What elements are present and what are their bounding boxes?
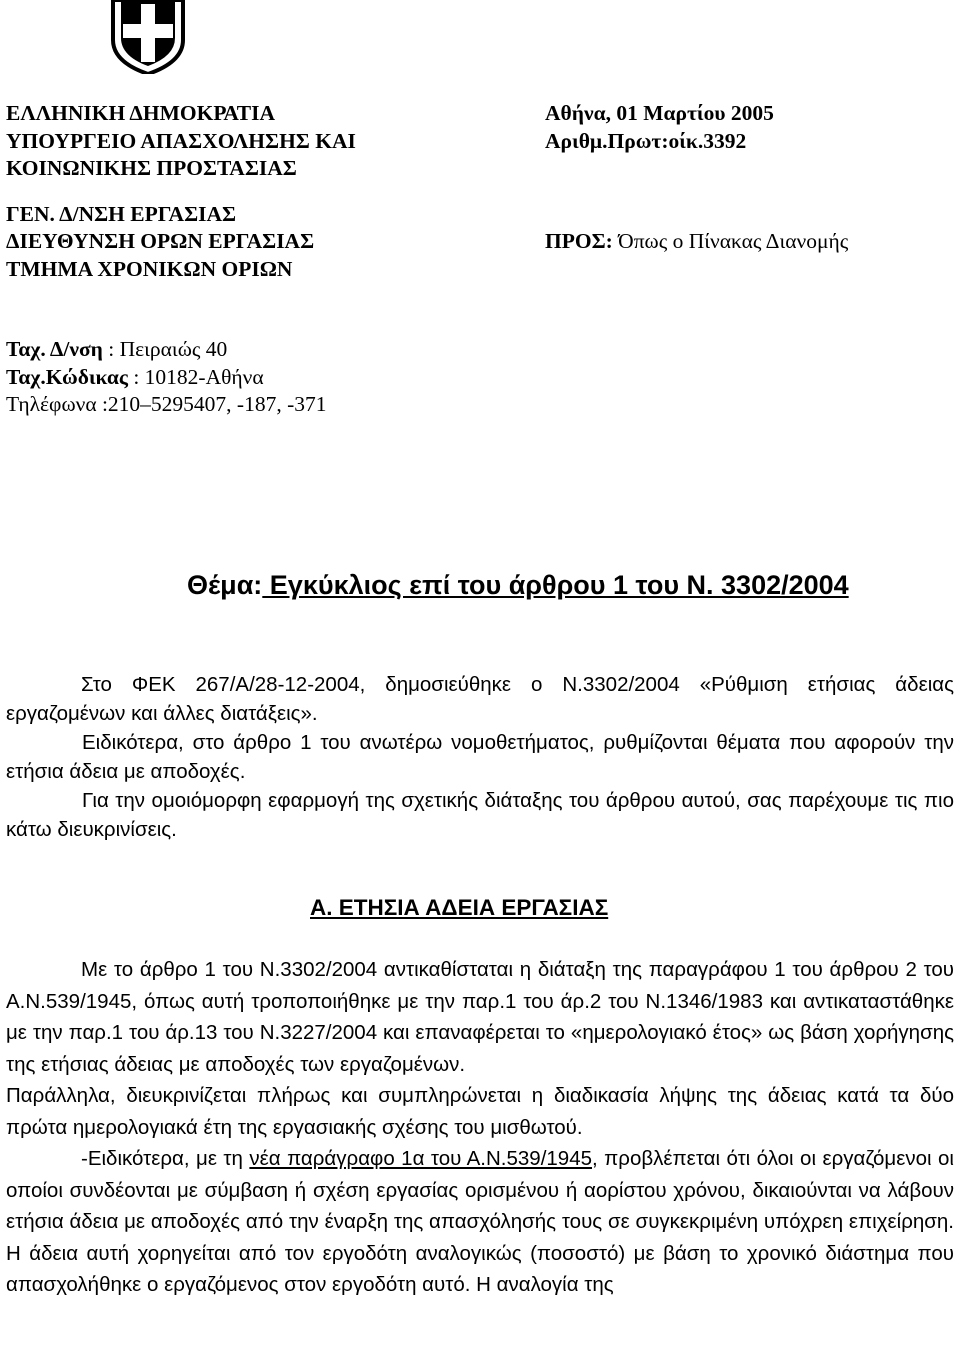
paragraph-text: , προβλέπεται ότι όλοι οι εργαζόμενοι οι οποίοι συνδέονται με σύμβαση ή σχέση εργασίας ορισμένου ή αορίστου χρόνου, δικαιούνται να λάβουν ετήσια άδεια με αποδοχές από την έναρξη της απασχόλησής τους σε συγκεκριμένη υπόχρεη επιχείρηση. Η άδεια αυτή χορηγείται από τον εργοδότη αναλογικώς (ποσοστό) με βάση το χρονικό διάστημα που απασχολήθηκε ο εργαζόμενος στον εργοδότη αυτό. Η αναλογία της bbox=[6, 1147, 954, 1296]
subject-label: Θέμα: bbox=[187, 570, 263, 600]
postal-label: Ταχ.Κώδικας bbox=[6, 364, 128, 389]
law-reference: νέα παράγραφο 1α του Α.Ν.539/1945 bbox=[249, 1147, 592, 1170]
address-block bbox=[6, 336, 606, 419]
intro-paragraph: Για την ομοιόμορφη εφαρμογή της σχετικής διάταξης του άρθρου αυτού, σας παρέχουμε τις πιο κάτω διευκρινίσεις. bbox=[6, 789, 954, 841]
issuer-line: ΚΟΙΝΩΝΙΚΗΣ ΠΡΟΣΤΑΣΙΑΣ bbox=[6, 156, 297, 180]
recipient-line bbox=[545, 228, 955, 256]
street-address bbox=[6, 336, 606, 364]
street-value: : Πειραιώς 40 bbox=[102, 337, 228, 361]
subject-heading bbox=[187, 568, 947, 602]
body-paragraph: Με το άρθρο 1 του Ν.3302/2004 αντικαθίσταται η διάταξη της παραγράφου 1 του άρθρου 2 του Α.Ν.539/1945, όπως αυτή τροποποιήθηκε με την παρ.1 του άρ.2 του Ν.1346/1983 και αντικαταστάθηκε με την παρ.1 του άρ.13 του Ν.3227/2004 και επαναφέρεται το «ημερολογιακό έτος» ως βάση χορήγησης της ετήσιας άδειας με αποδοχές των εργαζομένων. bbox=[6, 958, 954, 1076]
document-date: Αθήνα, 01 Μαρτίου 2005 bbox=[545, 101, 774, 125]
postal-value: : 10182-Αθήνα bbox=[127, 364, 264, 389]
issuer-block bbox=[6, 100, 526, 283]
body-paragraph: Παράλληλα, διευκρινίζεται πλήρως και συμπληρώνεται η διαδικασία λήψης της άδειας κατά τα δύο πρώτα ημερολογιακά έτη της εργασιακής σχέσης του μισθωτού. bbox=[6, 1084, 954, 1139]
issuer-line: ΕΛΛΗΝΙΚΗ ΔΗΜΟΚΡΑΤΙΑ bbox=[6, 101, 276, 125]
issuer-line: ΓΕΝ. Δ/ΝΣΗ ΕΡΓΑΣΙΑΣ bbox=[6, 201, 237, 226]
date-protocol-block bbox=[545, 100, 955, 256]
intro-paragraph: Στο ΦΕΚ 267/Α/28-12-2004, δημοσιεύθηκε ο Ν.3302/2004 «Ρύθμιση ετήσιας άδειας εργαζομένων και άλλες διατάξεις». bbox=[6, 673, 954, 725]
body-paragraph bbox=[6, 1143, 954, 1301]
subject-title: Εγκύκλιος επί του άρθρου 1 του Ν. 3302/2004 bbox=[262, 570, 849, 600]
intro-block bbox=[6, 670, 954, 844]
intro-paragraph: Ειδικότερα, στο άρθρο 1 του ανωτέρω νομοθετήματος, ρυθμίζονται θέματα που αφορούν την ετήσια άδεια με αποδοχές. bbox=[6, 731, 954, 783]
paragraph-lead: -Ειδικότερα, με τη bbox=[81, 1147, 250, 1170]
phone-numbers: Τηλέφωνα :210–5295407, -187, -371 bbox=[6, 392, 327, 416]
section-a-body bbox=[6, 954, 954, 1301]
street-label: Ταχ. Δ/νση bbox=[6, 337, 103, 361]
issuer-line: ΥΠΟΥΡΓΕΙΟ ΑΠΑΣΧΟΛΗΣΗΣ ΚΑΙ bbox=[6, 128, 356, 153]
postal-code bbox=[6, 364, 606, 392]
section-a-heading: Α. ΕΤΗΣΙΑ ΑΔΕΙΑ ΕΡΓΑΣΙΑΣ bbox=[310, 895, 609, 920]
issuer-line: ΤΜΗΜΑ ΧΡΟΝΙΚΩΝ ΟΡΙΩΝ bbox=[6, 256, 293, 281]
greek-emblem-icon bbox=[103, 0, 193, 74]
protocol-number: Αριθμ.Πρωτ:οίκ.3392 bbox=[545, 128, 747, 153]
recipient-label: ΠΡΟΣ: bbox=[545, 229, 613, 253]
recipient-value: Όπως ο Πίνακας Διανομής bbox=[612, 229, 849, 253]
issuer-line: ΔΙΕΥΘΥΝΣΗ ΟΡΩΝ ΕΡΓΑΣΙΑΣ bbox=[6, 229, 315, 253]
